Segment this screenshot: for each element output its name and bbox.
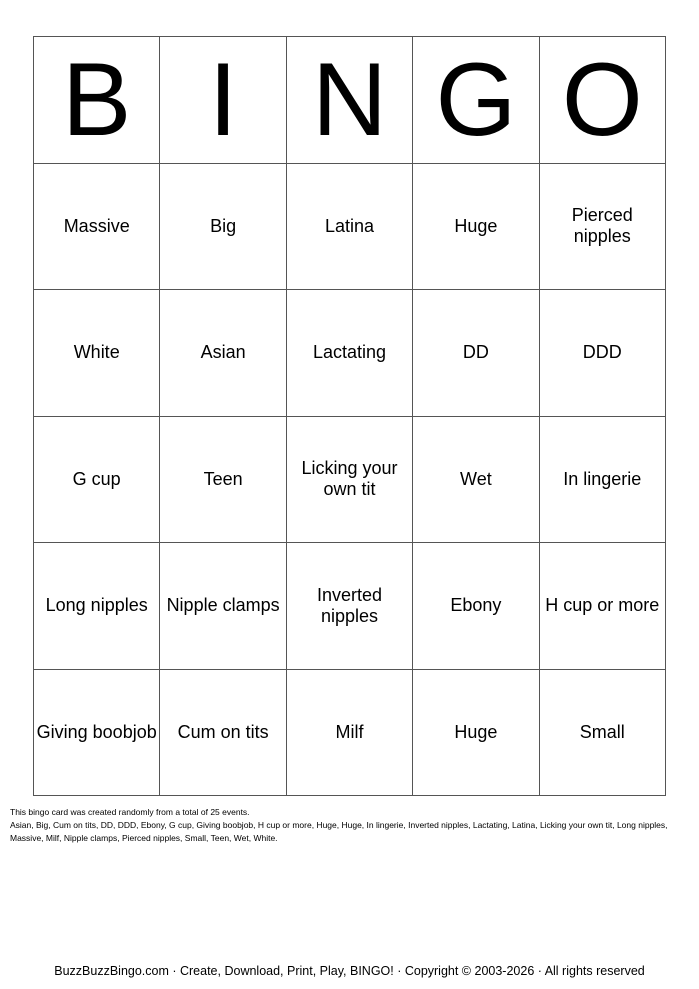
- bingo-square: Big: [160, 164, 286, 291]
- bingo-square: White: [34, 290, 160, 417]
- bingo-square: Lactating: [287, 290, 413, 417]
- bingo-square: Licking your own tit: [287, 417, 413, 544]
- bingo-square: Small: [540, 670, 666, 797]
- bingo-square: Inverted nipples: [287, 543, 413, 670]
- bingo-square: Giving boobjob: [34, 670, 160, 797]
- bingo-square: G cup: [34, 417, 160, 544]
- bingo-square: Teen: [160, 417, 286, 544]
- bingo-square: In lingerie: [540, 417, 666, 544]
- bingo-square: H cup or more: [540, 543, 666, 670]
- note-events-list: Asian, Big, Cum on tits, DD, DDD, Ebony, G cup, Giving boobjob, H cup or more, Huge, Huge, In lingerie, Inverted nipples, Lactating, Latina, Licking your own tit, Long nipples, Massive, Milf, Nipple clamps, Pierced nipples, Small, Teen, Wet, White.: [10, 820, 668, 843]
- bingo-card: [33, 36, 666, 796]
- bingo-square: Milf: [287, 670, 413, 797]
- header-letter-b: B: [34, 37, 160, 164]
- bingo-square: Long nipples: [34, 543, 160, 670]
- header-letter-n: N: [287, 37, 413, 164]
- bingo-square: Ebony: [413, 543, 539, 670]
- bingo-square: DD: [413, 290, 539, 417]
- bingo-square: Cum on tits: [160, 670, 286, 797]
- bingo-square: Asian: [160, 290, 286, 417]
- note-intro: This bingo card was created randomly from a total of 25 events.: [10, 807, 250, 817]
- bingo-square: Nipple clamps: [160, 543, 286, 670]
- header-letter-g: G: [413, 37, 539, 164]
- bingo-square: Huge: [413, 164, 539, 291]
- header-letter-i: I: [160, 37, 286, 164]
- bingo-square: Massive: [34, 164, 160, 291]
- bingo-square: Huge: [413, 670, 539, 797]
- bingo-square: Pierced nipples: [540, 164, 666, 291]
- page-footer: BuzzBuzzBingo.com · Create, Download, Print, Play, BINGO! · Copyright © 2003-2026 · All rights reserved: [54, 964, 645, 978]
- event-note: [10, 806, 694, 845]
- header-letter-o: O: [540, 37, 666, 164]
- bingo-square: Wet: [413, 417, 539, 544]
- bingo-square: Latina: [287, 164, 413, 291]
- bingo-square: DDD: [540, 290, 666, 417]
